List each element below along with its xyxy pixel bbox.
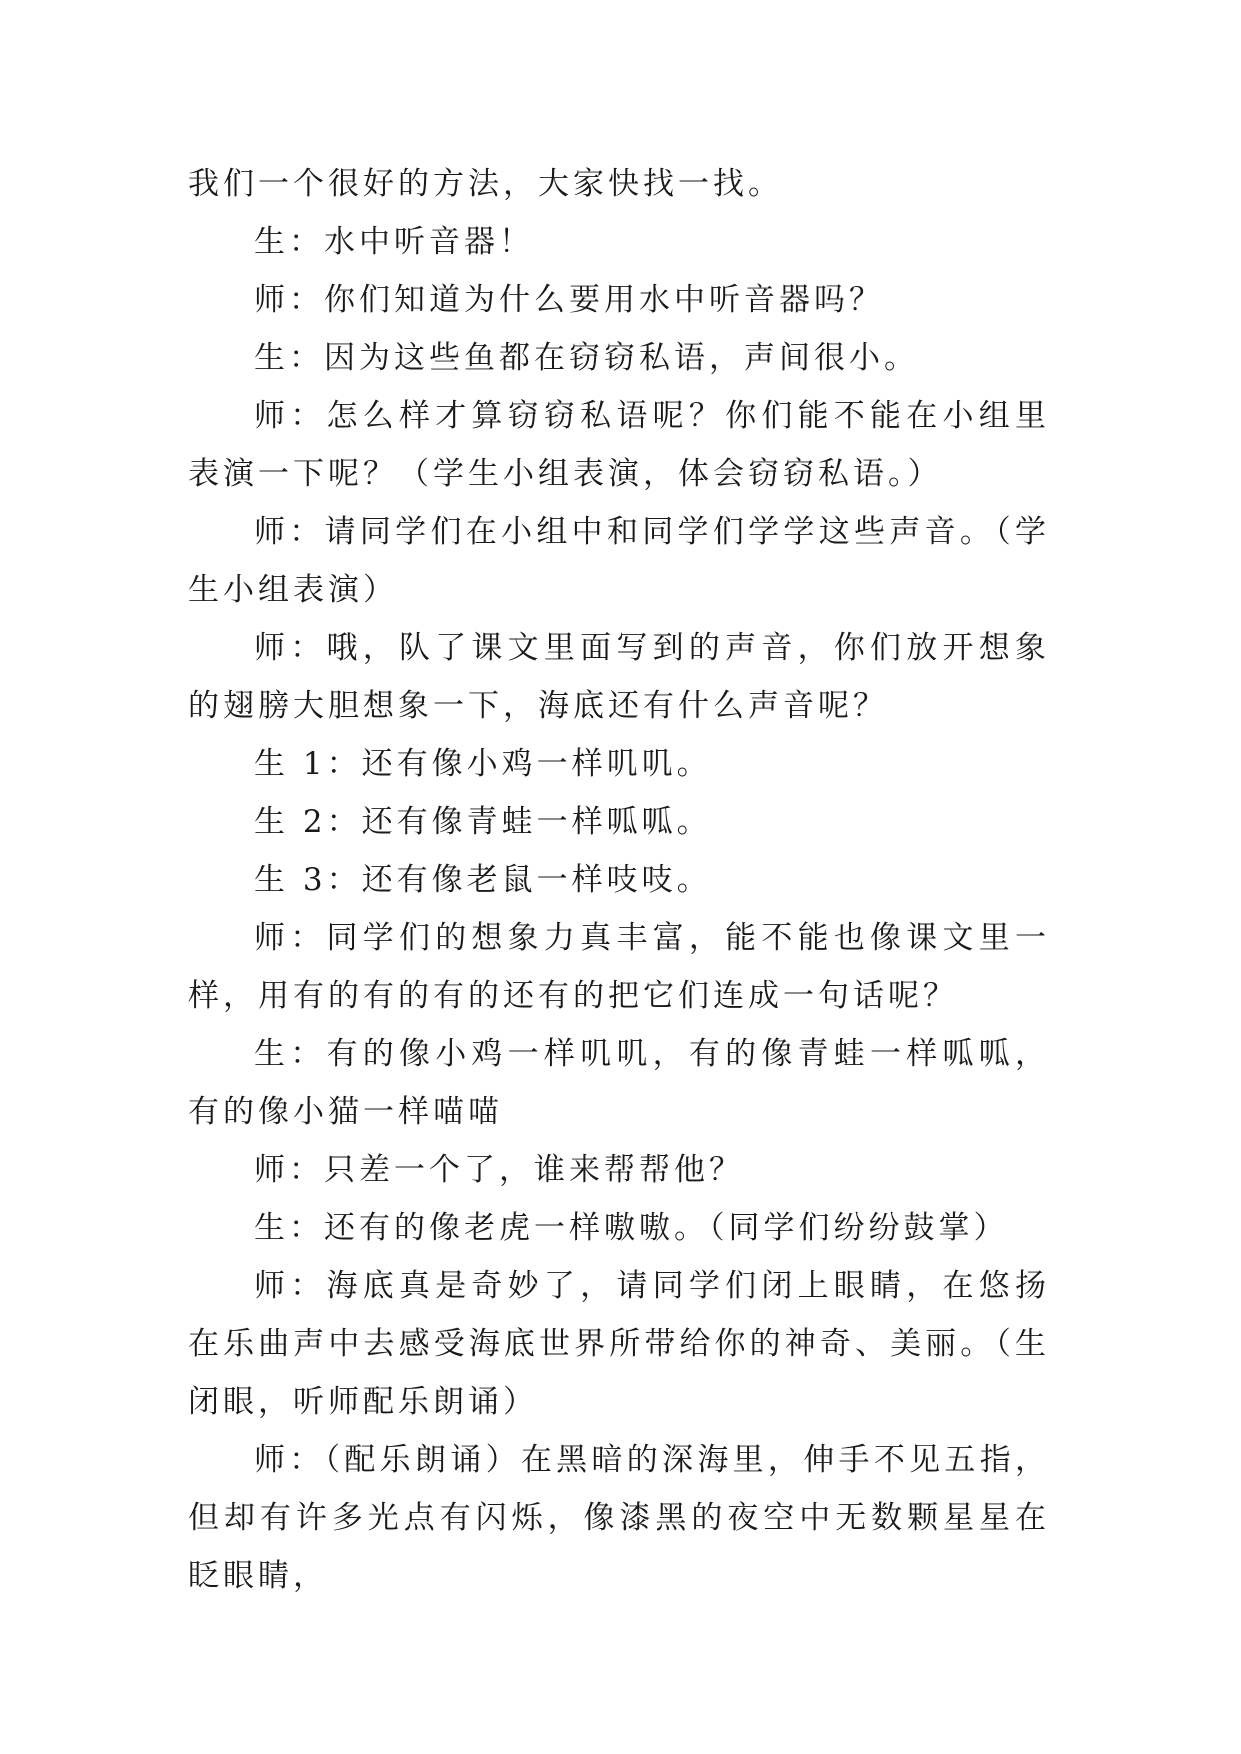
paragraph: 生：有的像小鸡一样叽叽，有的像青蛙一样呱呱，有的像小猫一样喵喵 [188,1036,1050,1130]
paragraph: 生：水中听音器！ [254,224,534,260]
paragraph: 生 3：还有像老鼠一样吱吱。 [254,862,712,898]
paragraph: 师：只差一个了，谁来帮帮他？ [254,1152,744,1188]
paragraph: 师：同学们的想象力真丰富，能不能也像课文里一样，用有的有的有的还有的把它们连成一句话呢？ [188,920,1050,1014]
paragraph: 生：还有的像老虎一样嗷嗷。（同学们纷纷鼓掌） [254,1210,1009,1246]
paragraph: 生 1：还有像小鸡一样叽叽。 [254,746,712,782]
paragraph: 师：请同学们在小组中和同学们学学这些声音。（学生小组表演） [188,514,1050,608]
paragraph: 我们一个很好的方法，大家快找一找。 [188,166,783,202]
document-body [188,155,1050,1605]
paragraph: 师：海底真是奇妙了，请同学们闭上眼睛，在悠扬在乐曲声中去感受海底世界所带给你的神奇、美丽。（生闭眼，听师配乐朗诵） [188,1268,1050,1420]
paragraph: 师：怎么样才算窃窃私语呢？你们能不能在小组里表演一下呢？（学生小组表演，体会窃窃私语。） [188,398,1050,492]
paragraph: 生 2：还有像青蛙一样呱呱。 [254,804,712,840]
paragraph: 师：你们知道为什么要用水中听音器吗？ [254,282,884,318]
paragraph: 师：哦，队了课文里面写到的声音，你们放开想象的翅膀大胆想象一下，海底还有什么声音呢？ [188,630,1050,724]
paragraph: 师：（配乐朗诵）在黑暗的深海里，伸手不见五指，但却有许多光点有闪烁，像漆黑的夜空中无数颗星星在眨眼睛， [188,1442,1050,1594]
paragraph: 生：因为这些鱼都在窃窃私语，声间很小。 [254,340,919,376]
